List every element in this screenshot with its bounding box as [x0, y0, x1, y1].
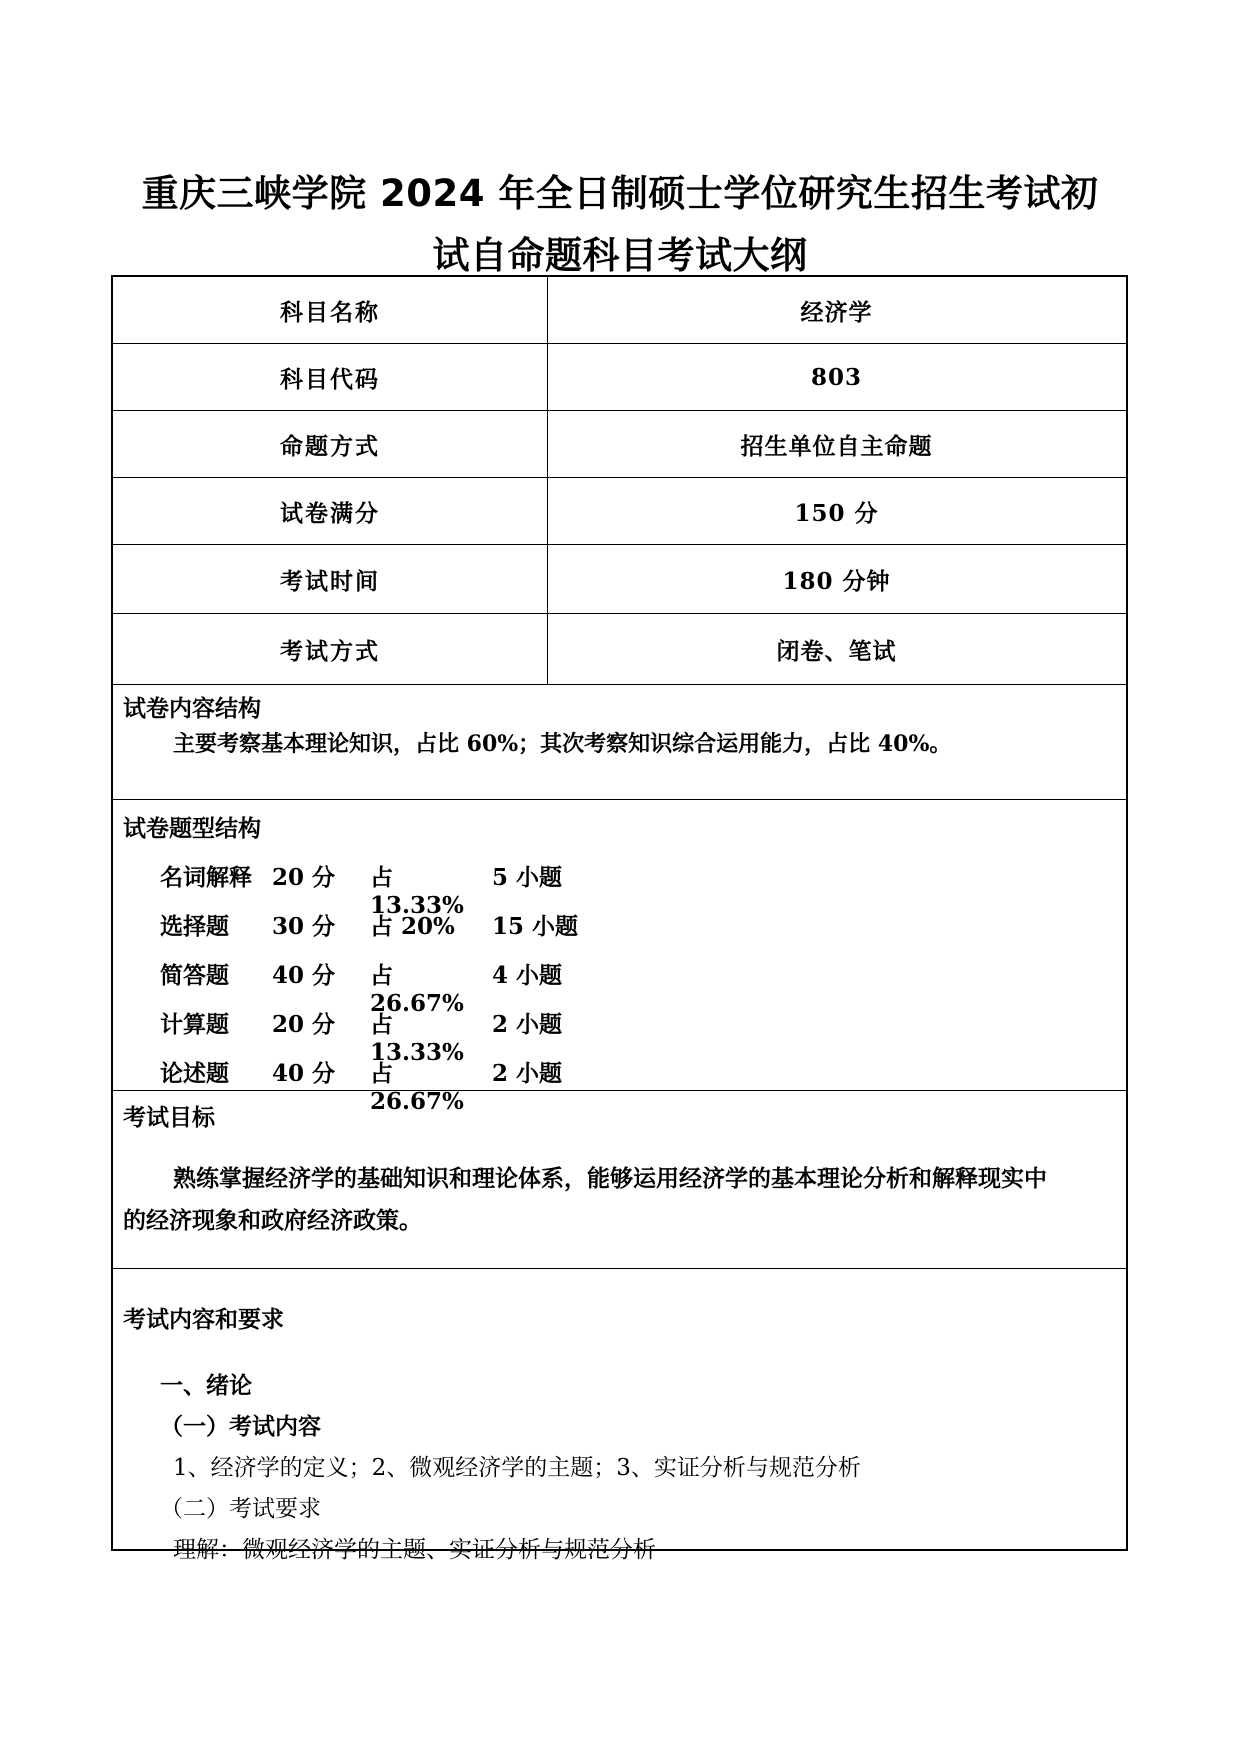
proposition-method-value: 招生单位自主命题: [740, 432, 933, 460]
exam-goal-text-line1: 熟练掌握经济学的基础知识和理论体系，能够运用经济学的基本理论分析和解释现实中: [173, 1165, 1047, 1192]
exam-time-label: 考试时间: [280, 567, 380, 595]
question-structure-heading: 试卷题型结构: [123, 815, 261, 842]
content-structure-heading: 试卷内容结构: [123, 695, 261, 722]
question-count: 5 小题: [492, 864, 563, 891]
question-count: 15 小题: [492, 913, 579, 940]
question-percent: 占 26.67%: [370, 962, 464, 1017]
subject-name-label: 科目名称: [280, 298, 380, 326]
exam-requirement-text: 理解：微观经济学的主题、实证分析与规范分析: [173, 1537, 656, 1563]
row-divider: [113, 799, 1126, 800]
question-score: 20 分: [272, 864, 336, 891]
document-title-line1: 重庆三峡学院 2024 年全日制硕士学位研究生招生考试初: [141, 172, 1099, 215]
exam-content-items: 1、经济学的定义；2、微观经济学的主题；3、实证分析与规范分析: [173, 1455, 861, 1481]
exam-goal-heading: 考试目标: [123, 1104, 215, 1131]
exam-goal-text-line2: 的经济现象和政府经济政策。: [123, 1207, 422, 1234]
question-score: 40 分: [272, 1060, 336, 1087]
question-percent: 占 13.33%: [370, 1011, 464, 1066]
subsection-exam-content: （一）考试内容: [160, 1413, 321, 1440]
syllabus-table: [111, 275, 1128, 1563]
row-divider: [113, 544, 1126, 545]
row-divider: [113, 613, 1126, 614]
subject-name-value: 经济学: [800, 298, 873, 326]
subsection-exam-requirement: （二）考试要求: [160, 1496, 321, 1522]
question-type-row: [160, 908, 578, 941]
question-type: 计算题: [160, 1011, 229, 1038]
full-score-label: 试卷满分: [280, 499, 380, 527]
question-percent: 占 13.33%: [370, 864, 464, 919]
exam-time-value: 180 分钟: [782, 567, 891, 595]
document-title-line2: 试自命题科目考试大纲: [432, 234, 808, 277]
exam-content-heading: 考试内容和要求: [123, 1306, 284, 1333]
proposition-method-label: 命题方式: [280, 432, 380, 460]
question-type: 简答题: [160, 962, 229, 989]
exam-method-label: 考试方式: [280, 638, 380, 665]
subject-code-label: 科目代码: [280, 365, 380, 393]
row-divider: [113, 1268, 1126, 1269]
exam-method-value: 闭卷、笔试: [776, 638, 897, 665]
question-type: 名词解释: [160, 864, 252, 891]
question-type: 选择题: [160, 913, 229, 940]
question-score: 40 分: [272, 962, 336, 989]
question-percent: 占 20%: [370, 913, 455, 940]
content-structure-text: 主要考察基本理论知识，占比 60%；其次考察知识综合运用能力，占比 40%。: [173, 731, 952, 757]
full-score-value: 150 分: [794, 499, 879, 527]
question-type: 论述题: [160, 1060, 229, 1087]
question-percent: 占 26.67%: [370, 1060, 464, 1115]
row-divider: [113, 684, 1126, 685]
question-score: 30 分: [272, 913, 336, 940]
question-count: 2 小题: [492, 1060, 563, 1087]
question-count: 2 小题: [492, 1011, 563, 1038]
question-score: 20 分: [272, 1011, 336, 1038]
subject-code-value: 803: [810, 363, 862, 391]
question-count: 4 小题: [492, 962, 563, 989]
chapter-heading: 一、绪论: [160, 1372, 252, 1399]
question-type-row: [160, 1055, 562, 1115]
